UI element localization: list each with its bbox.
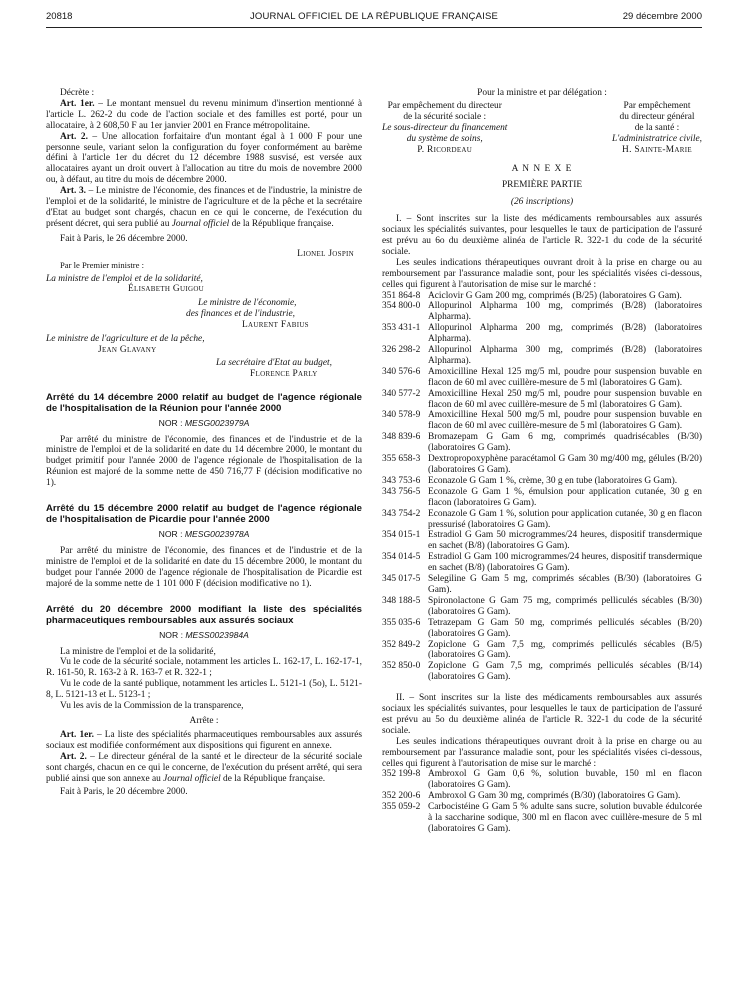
page-number: 20818 xyxy=(46,11,73,22)
medication-description: Allopurinol Alpharma 100 mg, comprimés (B/28) (laboratoires Alpharma). xyxy=(428,301,702,323)
cip-code: 352 199-8 xyxy=(382,769,421,780)
medication-entry xyxy=(382,640,702,662)
medication-entry xyxy=(382,487,702,509)
decree-article-2 xyxy=(46,132,362,187)
article-text: de la République française. xyxy=(220,773,326,784)
medication-entry xyxy=(382,345,702,367)
cip-code: 343 754-2 xyxy=(382,508,421,519)
medication-description: Econazole G Gam 1 %, solution pour application cutanée, 30 g en flacon pressurisé (laboratoires G Gam). xyxy=(428,508,702,530)
cip-code: 353 431-1 xyxy=(382,323,421,334)
section-1-intro: I. – Sont inscrites sur la liste des médicaments remboursables aux assurés sociaux les spécialités suivantes, pour lesquelles le taux de participation de l'assuré est prévu au 6o du deuxième alinéa de l'article R. 322-1 du code de la sécurité sociale. xyxy=(382,214,702,257)
signature-ricordeau: P. Ricordeau xyxy=(417,144,473,155)
article-heading: Art. 2. xyxy=(60,131,88,142)
medication-entry xyxy=(382,367,702,389)
premiere-partie-heading: PREMIÈRE PARTIE xyxy=(501,180,583,191)
vu-avis: Vu les avis de la Commission de la transparence, xyxy=(60,701,244,712)
medication-description: Aciclovir G Gam 200 mg, comprimés (B/25) (laboratoires G Gam). xyxy=(428,290,682,301)
medication-entry xyxy=(382,618,702,640)
cip-code: 326 298-2 xyxy=(382,345,421,356)
medication-entry xyxy=(382,530,702,552)
cip-code: 345 017-5 xyxy=(382,574,421,585)
medication-list-2 xyxy=(382,769,702,834)
medication-description: Spironolactone G Gam 75 mg, comprimés pelliculés sécables (B/30) (laboratoires G Gam). xyxy=(428,595,702,617)
article-heading: Art. 1er. xyxy=(60,729,94,740)
ministre-economie-title-2: des finances et de l'industrie, xyxy=(186,309,296,320)
medication-entry xyxy=(382,596,702,618)
journal-officiel-ref: Journal officiel xyxy=(163,773,221,784)
cip-code: 348 839-6 xyxy=(382,432,421,443)
signature-right xyxy=(612,101,702,156)
cip-code: 340 578-9 xyxy=(382,410,421,421)
cip-code: 340 576-6 xyxy=(382,366,421,377)
medication-description: Tetrazepam G Gam 50 mg, comprimés pelliculés sécables (B/20) (laboratoires G Gam). xyxy=(428,617,702,639)
cip-code: 355 658-3 xyxy=(382,454,421,465)
signature-sainte-marie: H. Sainte-Marie xyxy=(622,144,692,155)
journal-title: JOURNAL OFFICIEL DE LA RÉPUBLIQUE FRANÇAISE xyxy=(249,11,499,22)
nor-picardie: NOR : MESG0023978A xyxy=(158,529,250,540)
medication-description: Amoxicilline Hexal 500 mg/5 ml, poudre pour suspension buvable en flacon de 60 ml avec cuillère-mesure de 5 ml (laboratoires G Gam). xyxy=(428,410,702,432)
article-text: – Le montant mensuel du revenu minimum d'insertion mentionné à l'article L. 262-2 du code de l'action sociale et des familles est porté, pour un allocataire, à 2 608,50 F au 1er janvier 2001 en France métropolitaine. xyxy=(46,98,363,131)
signature-jospin: Lionel Jospin xyxy=(297,248,354,259)
arrete-date: Fait à Paris, le 20 décembre 2000. xyxy=(60,787,188,798)
medication-entry xyxy=(382,410,702,432)
ministre-agriculture-title: Le ministre de l'agriculture et de la pêche, xyxy=(46,334,205,345)
arrete-specialites-title: Arrêté du 20 décembre 2000 modifiant la liste des spécialités pharmaceutiques remboursables aux assurés sociaux xyxy=(46,603,362,626)
signature-fabius: Laurent Fabius xyxy=(242,320,309,331)
medication-entry xyxy=(382,661,702,683)
article-text: – Le ministre de l'économie, des finances et de l'industrie, la ministre de l'emploi et de la solidarité, le ministre de l'agriculture et de la pêche et la secrétaire d'Etat au budget sont chargés, chacun en ce qui le concerne, de l'exécution du présent décret, qui sera publié au xyxy=(46,186,362,229)
vu-code-sante: Vu le code de la santé publique, notamment les articles L. 5121-1 (5o), L. 5121-8, L. 5121-13 et L. 5123-1 ; xyxy=(46,679,362,701)
article-heading: Art. 2. xyxy=(60,751,87,762)
medication-description: Amoxicilline Hexal 125 mg/5 ml, poudre pour suspension buvable en flacon de 60 ml avec cuillère-mesure de 5 ml (laboratoires G Gam). xyxy=(428,366,702,388)
signatures-block xyxy=(382,101,702,156)
signature-left xyxy=(382,101,507,156)
header-rule xyxy=(46,27,702,28)
arrete-picardie-text: Par arrêté du ministre de l'économie, des finances et de l'industrie et de la ministre de l'emploi et de la solidarité en date du 15 décembre 2000, le montant du budget pour l'année 2000 de l'agence régionale de l'hospitalisation de Picardie est majoré de la somme nette de 1 101 000 F (décision modificative no 1). xyxy=(46,546,362,589)
medication-description: Dextropropoxyphène paracétamol G Gam 30 mg/400 mg, gélules (B/20) (laboratoires G Gam). xyxy=(428,454,702,475)
pour-la-ministre: Pour la ministre et par délégation : xyxy=(477,88,607,98)
annexe-heading: A N N E X E xyxy=(511,164,573,175)
ministre-emploi-title: La ministre de l'emploi et de la solidarité, xyxy=(46,273,203,284)
section-2-indications: Les seules indications thérapeutiques ouvrant droit à la prise en charge ou au remboursement par l'assurance maladie sont, pour les spécialités visées ci-dessous, celles qui figurent à l'autorisation de mise sur le marché : xyxy=(382,736,702,769)
section-1-indications: Les seules indications thérapeutiques ouvrant droit à la prise en charge ou au remboursement par l'assurance maladie sont, pour les spécialités visées ci-dessous, celles qui figurent à l'autorisation de mise sur le marché : xyxy=(382,257,702,290)
cip-code: 343 756-5 xyxy=(382,486,421,497)
vu-code-secu: Vu le code de la sécurité sociale, notamment les articles L. 162-17, L. 162-17-1, R. 161-50, R. 163-2 à R. 163-7 et R. 322-1 ; xyxy=(46,657,362,679)
signature-line: Par empêchement xyxy=(623,100,691,111)
decree-date: Fait à Paris, le 26 décembre 2000. xyxy=(60,233,188,244)
cip-code: 352 850-0 xyxy=(382,661,421,672)
decree-article-1 xyxy=(46,99,362,132)
medication-entry xyxy=(382,291,702,302)
medication-description: Econazole G Gam 1 %, émulsion pour application cutanée, 30 g en flacon (laboratoires G Gam). xyxy=(428,486,702,508)
medication-entry xyxy=(382,389,702,411)
section-2-intro: II. – Sont inscrites sur la liste des médicaments remboursables aux assurés sociaux les spécialités suivantes, pour lesquelles le taux de participation de l'assuré est prévu au 5o du deuxième alinéa de l'article R. 322-1 du code de la sécurité sociale. xyxy=(382,693,702,736)
arrete-article-1 xyxy=(46,730,362,752)
medication-entry xyxy=(382,323,702,345)
medication-description: Zopiclone G Gam 7,5 mg, comprimés pelliculés sécables (B/5) (laboratoires G Gam). xyxy=(428,639,702,661)
signature-line: de la sécurité sociale : xyxy=(403,111,487,122)
cip-code: 354 800-0 xyxy=(382,301,421,312)
medication-entry xyxy=(382,301,702,323)
cip-code: 355 059-2 xyxy=(382,802,421,813)
signature-line: L'administratrice civile, xyxy=(611,133,702,144)
nor-reunion: NOR : MESG0023979A xyxy=(158,417,250,428)
right-column xyxy=(382,88,702,835)
cip-code: 351 864-8 xyxy=(382,290,421,301)
issue-date: 29 décembre 2000 xyxy=(622,11,702,22)
medication-description: Zopiclone G Gam 7,5 mg, comprimés pelliculés sécables (B/14) (laboratoires G Gam). xyxy=(428,661,702,683)
arrete-picardie-title: Arrêté du 15 décembre 2000 relatif au budget de l'agence régionale de l'hospitalisation de Picardie pour l'année 2000 xyxy=(46,503,362,526)
medication-entry xyxy=(382,509,702,531)
medication-description: Bromazepam G Gam 6 mg, comprimés quadrisécables (B/30) (laboratoires G Gam). xyxy=(428,432,702,454)
par-le-premier-ministre: Par le Premier ministre : xyxy=(60,259,145,270)
arrete-reunion-text: Par arrêté du ministre de l'économie, des finances et de l'industrie et de la ministre de l'emploi et de la solidarité en date du 14 décembre 2000, le montant du budget primitif pour l'année 2000 de l'agence régionale de l'hospitalisation de la Réunion est majoré de la somme nette de 450 716,77 F (décision modificative no 1). xyxy=(46,434,362,489)
secretaire-budget-title: La secrétaire d'Etat au budget, xyxy=(216,357,332,368)
signature-line: du système de soins, xyxy=(406,133,483,144)
signature-guigou: Élisabeth Guigou xyxy=(128,284,205,295)
article-heading: Art. 1er. xyxy=(60,98,95,109)
medication-entry xyxy=(382,454,702,476)
journal-officiel-ref: Journal officiel xyxy=(171,218,230,229)
arrete-reunion-title: Arrêté du 14 décembre 2000 relatif au budget de l'agence régionale de l'hospitalisation de la Réunion pour l'année 2000 xyxy=(46,391,362,414)
signature-glavany: Jean Glavany xyxy=(98,344,157,355)
medication-list-1 xyxy=(382,291,702,684)
medication-entry xyxy=(382,791,702,802)
medication-description: Ambroxol G Gam 0,6 %, solution buvable, 150 ml en flacon (laboratoires G Gam). xyxy=(428,769,702,791)
cip-code: 340 577-2 xyxy=(382,388,421,399)
medication-entry xyxy=(382,432,702,454)
cip-code: 355 035-6 xyxy=(382,617,421,628)
medication-entry xyxy=(382,574,702,596)
arrete-article-2 xyxy=(46,752,362,785)
article-text: de la République française. xyxy=(229,218,334,229)
left-column xyxy=(46,88,362,798)
medication-description: Amoxicilline Hexal 250 mg/5 ml, poudre pour suspension buvable en flacon de 60 ml avec cuillère-mesure de 5 ml (laboratoires G Gam). xyxy=(428,388,702,410)
medication-description: Selegiline G Gam 5 mg, comprimés sécables (B/30) (laboratoires G Gam). xyxy=(428,574,702,595)
medication-description: Econazole G Gam 1 %, crème, 30 g en tube (laboratoires G Gam). xyxy=(428,475,678,486)
medication-description: Estradiol G Gam 100 microgrammes/24 heures, dispositif transdermique en sachet (B/8) (laboratoires G Gam). xyxy=(428,552,702,574)
cip-code: 354 014-5 xyxy=(382,552,421,563)
ministre-economie-title-1: Le ministre de l'économie, xyxy=(198,298,297,309)
signature-line: Par empêchement du directeur xyxy=(387,100,502,111)
signature-line: du directeur général xyxy=(619,111,695,122)
medication-description: Carbocistéine G Gam 5 % adulte sans sucre, solution buvable édulcorée à la saccharine sodique, 300 ml en flacon avec cuillère-mesure de 5 ml (laboratoires G Gam). xyxy=(428,802,702,834)
arrete-ministre: La ministre de l'emploi et de la solidarité, xyxy=(60,646,216,657)
cip-code: 352 200-6 xyxy=(382,791,421,802)
cip-code: 352 849-2 xyxy=(382,639,421,650)
signature-line: de la santé : xyxy=(634,122,680,133)
signature-parly: Florence Parly xyxy=(250,368,318,379)
medication-description: Allopurinol Alpharma 300 mg, comprimés (B/28) (laboratoires Alpharma). xyxy=(428,345,702,366)
article-text: – Une allocation forfaitaire d'un montant égal à 1 000 F pour une personne seule, variant selon la configuration du foyer conformément au barème défini à l'article 1er du décret du 12 décembre 1988 susvisé, est versée aux allocataires ayant un droit ouvert à l'allocation au titre du mois de novembre 2000 ou, à défaut, au titre du mois de décembre 2000. xyxy=(46,131,362,186)
inscriptions-count: (26 inscriptions) xyxy=(510,197,574,208)
medication-entry xyxy=(382,769,702,791)
medication-description: Ambroxol G Gam 30 mg, comprimés (B/30) (laboratoires G Gam). xyxy=(428,791,681,802)
medication-entry xyxy=(382,802,702,835)
medication-description: Allopurinol Alpharma 200 mg, comprimés (B/28) (laboratoires Alpharma). xyxy=(428,323,702,345)
nor-specialites: NOR : MESS0023984A xyxy=(159,629,249,640)
medication-entry xyxy=(382,552,702,574)
arrete-label: Arrête : xyxy=(189,715,219,726)
medication-description: Estradiol G Gam 50 microgrammes/24 heures, dispositif transdermique en sachet (B/8) (laboratoires G Gam). xyxy=(428,530,702,552)
signature-line: Le sous-directeur du financement xyxy=(382,122,508,133)
cip-code: 348 188-5 xyxy=(382,595,421,606)
article-heading: Art. 3. xyxy=(60,186,87,197)
page-header xyxy=(46,12,702,26)
decrete-label: Décrète : xyxy=(60,88,95,98)
decree-article-3 xyxy=(46,186,362,230)
article-text: – La liste des spécialités pharmaceutiques remboursables aux assurés sociaux est modifiée conformément aux dispositions qui figurent en annexe. xyxy=(46,729,363,751)
cip-code: 343 753-6 xyxy=(382,475,421,486)
cip-code: 354 015-1 xyxy=(382,530,421,541)
article-text: – Le directeur général de la santé et le directeur de la sécurité sociale sont chargés, chacun en ce qui le concerne, de l'exécution du présent arrêté, qui sera publié ainsi que son annexe au xyxy=(46,751,362,784)
medication-entry xyxy=(382,476,702,487)
